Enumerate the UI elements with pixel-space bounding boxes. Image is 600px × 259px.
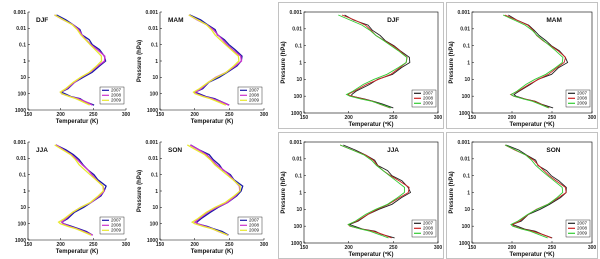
y-tick-label: 1 — [299, 190, 302, 197]
y-tick-label: 10 — [152, 205, 158, 212]
y-tick-label: 10 — [20, 75, 26, 82]
x-tick-label: 200 — [190, 112, 199, 118]
x-axis-label-degree: o — [545, 250, 549, 255]
y-tick-label: 1000 — [146, 237, 158, 244]
x-axis-label: Temperatur (K) — [190, 119, 234, 125]
legend-label-2009: 2009 — [249, 227, 260, 233]
x-tick-label: 200 — [507, 115, 517, 121]
y-tick-label: 1000 — [14, 107, 26, 114]
chart-panel-p3 — [2, 132, 132, 256]
y-tick-label: 1000 — [458, 110, 470, 117]
x-tick-label: 150 — [23, 242, 33, 248]
chart-panel-p7 — [278, 132, 444, 259]
y-tick-label: 10 — [20, 205, 26, 212]
legend-label-2008: 2008 — [249, 92, 260, 98]
legend-label-2007: 2007 — [249, 87, 260, 93]
y-tick-label: 100 — [17, 91, 26, 98]
chart-panel-p8 — [446, 132, 598, 259]
x-tick-label: 300 — [259, 112, 269, 118]
y-tick-label: 0.01 — [148, 156, 158, 163]
y-tick-label: 10 — [152, 75, 158, 82]
chart-panel-p6 — [446, 2, 598, 129]
legend-label-2007: 2007 — [577, 220, 588, 226]
y-tick-label: 0.1 — [19, 42, 26, 49]
x-tick-label: 200 — [190, 242, 199, 248]
legend-label-2009: 2009 — [111, 97, 122, 103]
x-tick-label: 300 — [587, 245, 597, 251]
season-label: DJF — [387, 17, 400, 24]
y-tick-label: 0.1 — [463, 43, 470, 50]
legend-label-2008: 2008 — [577, 95, 588, 101]
y-axis-label: Pressure (hPa) — [281, 41, 287, 84]
chart-panel-p2 — [134, 2, 270, 126]
x-tick-label: 200 — [344, 245, 353, 251]
series-line-2008 — [189, 15, 242, 105]
x-tick-label: 200 — [56, 112, 65, 118]
chart-svg — [446, 132, 598, 259]
y-tick-label: 1000 — [290, 240, 302, 247]
legend-label-2007: 2007 — [111, 217, 122, 223]
chart-svg — [278, 2, 444, 129]
x-tick-label: 150 — [467, 115, 477, 121]
x-tick-label: 300 — [121, 112, 131, 118]
y-tick-label: 1 — [23, 58, 26, 65]
y-tick-label: 1 — [155, 58, 158, 65]
chart-panel-p1 — [2, 2, 132, 126]
x-tick-label: 150 — [155, 112, 165, 118]
legend-label-2008: 2008 — [423, 95, 434, 101]
x-tick-label: 150 — [467, 245, 477, 251]
x-tick-label: 150 — [23, 112, 33, 118]
y-tick-label: 0.01 — [292, 26, 302, 33]
x-axis-label-unit: K) — [548, 122, 555, 128]
x-tick-label: 300 — [259, 242, 269, 248]
y-tick-label: 0.001 — [457, 139, 470, 146]
y-tick-label: 0.001 — [13, 9, 26, 16]
x-tick-label: 300 — [433, 245, 443, 251]
x-tick-label: 150 — [299, 245, 309, 251]
chart-svg — [446, 2, 598, 129]
legend-label-2009: 2009 — [423, 230, 434, 236]
y-axis-label: Pressure (hPa) — [137, 169, 143, 213]
y-axis-label: Pressure (hPa) — [449, 171, 455, 214]
y-tick-label: 0.01 — [460, 26, 470, 33]
x-tick-label: 250 — [89, 242, 98, 248]
legend-label-2007: 2007 — [423, 220, 434, 226]
y-tick-label: 10 — [464, 207, 470, 214]
y-tick-label: 0.1 — [151, 172, 158, 179]
y-tick-label: 100 — [461, 93, 470, 100]
y-tick-label: 1000 — [14, 237, 26, 244]
y-tick-label: 1000 — [146, 107, 158, 114]
legend-label-2007: 2007 — [577, 90, 588, 96]
x-tick-label: 300 — [433, 115, 443, 121]
legend-label-2009: 2009 — [577, 230, 588, 236]
x-axis-label-unit: K) — [387, 252, 394, 258]
y-tick-label: 100 — [293, 223, 302, 230]
chart-svg — [134, 132, 270, 256]
y-tick-label: 0.001 — [13, 139, 26, 146]
x-tick-label: 150 — [299, 115, 309, 121]
y-tick-label: 1000 — [290, 110, 302, 117]
y-tick-label: 0.1 — [151, 42, 158, 49]
chart-panel-p4 — [134, 132, 270, 256]
x-axis-label: Temperatur ($^o$K) — [348, 250, 394, 258]
x-axis-label-degree: o — [545, 120, 549, 125]
x-axis-label-unit: K) — [387, 122, 394, 128]
y-tick-label: 0.001 — [289, 9, 302, 16]
chart-svg — [278, 132, 444, 259]
y-tick-label: 0.001 — [289, 139, 302, 146]
season-label: JJA — [36, 147, 48, 154]
y-tick-label: 0.01 — [16, 156, 26, 163]
chart-svg — [2, 2, 132, 126]
y-tick-label: 10 — [464, 77, 470, 84]
legend-label-2007: 2007 — [423, 90, 434, 96]
y-tick-label: 1 — [467, 60, 470, 67]
y-tick-label: 100 — [149, 91, 158, 98]
x-tick-label: 250 — [547, 245, 557, 251]
y-tick-label: 1 — [155, 188, 158, 195]
y-tick-label: 0.1 — [295, 43, 302, 50]
y-tick-label: 100 — [17, 221, 26, 228]
x-axis-label-degree: o — [384, 250, 388, 255]
legend-label-2008: 2008 — [111, 92, 122, 98]
x-tick-label: 200 — [344, 115, 353, 121]
y-tick-label: 0.01 — [16, 26, 26, 33]
y-axis-label: Pressure (hPa) — [137, 39, 143, 83]
x-tick-label: 250 — [389, 245, 398, 251]
legend-label-2008: 2008 — [249, 222, 260, 228]
x-tick-label: 250 — [225, 242, 234, 248]
x-tick-label: 250 — [89, 112, 98, 118]
y-tick-label: 10 — [296, 77, 302, 84]
legend-label-2008: 2008 — [423, 225, 434, 231]
season-label: MAM — [546, 17, 562, 24]
x-tick-label: 200 — [507, 245, 517, 251]
legend-label-2007: 2007 — [249, 217, 260, 223]
x-tick-label: 300 — [121, 242, 131, 248]
x-axis-label: Temperatur ($^o$K) — [509, 250, 555, 258]
x-axis-label-degree: o — [384, 120, 388, 125]
y-tick-label: 0.01 — [460, 156, 470, 163]
x-axis-label: Temperatur (K) — [190, 249, 234, 255]
y-tick-label: 10 — [296, 207, 302, 214]
series-line-2007 — [57, 15, 106, 105]
x-tick-label: 250 — [547, 115, 557, 121]
legend-label-2009: 2009 — [577, 100, 588, 106]
legend-label-2008: 2008 — [577, 225, 588, 231]
y-tick-label: 0.1 — [295, 173, 302, 180]
y-tick-label: 0.01 — [148, 26, 158, 33]
x-axis-label: Temperatur (K) — [55, 119, 99, 125]
y-tick-label: 100 — [293, 93, 302, 100]
legend-label-2007: 2007 — [111, 87, 122, 93]
y-axis-label: Pressure (hPa) — [449, 41, 455, 84]
y-tick-label: 1 — [23, 188, 26, 195]
x-tick-label: 200 — [56, 242, 65, 248]
legend-label-2009: 2009 — [249, 97, 260, 103]
y-tick-label: 0.01 — [292, 156, 302, 163]
y-axis-label: Pressure (hPa) — [281, 171, 287, 214]
y-tick-label: 1 — [467, 190, 470, 197]
legend-label-2009: 2009 — [423, 100, 434, 106]
y-tick-label: 1 — [299, 60, 302, 67]
x-axis-label: Temperatur (K) — [55, 249, 99, 255]
y-tick-label: 0.1 — [19, 172, 26, 179]
season-label: SON — [546, 147, 561, 154]
season-label: SON — [168, 147, 183, 154]
x-tick-label: 250 — [389, 115, 398, 121]
legend-label-2009: 2009 — [111, 227, 122, 233]
y-tick-label: 100 — [149, 221, 158, 228]
x-axis-label-unit: K) — [548, 252, 555, 258]
y-tick-label: 0.1 — [463, 173, 470, 180]
x-tick-label: 300 — [587, 115, 597, 121]
legend-label-2008: 2008 — [111, 222, 122, 228]
x-axis-label: Temperatur ($^o$K) — [509, 120, 555, 128]
series-line-2007 — [191, 145, 243, 235]
season-label: MAM — [168, 17, 184, 24]
y-tick-label: 100 — [461, 223, 470, 230]
y-tick-label: 0.001 — [145, 139, 158, 146]
y-tick-label: 0.001 — [145, 9, 158, 16]
chart-svg — [134, 2, 270, 126]
chart-svg — [2, 132, 132, 256]
x-tick-label: 250 — [225, 112, 234, 118]
season-label: DJF — [36, 17, 49, 24]
chart-panel-p5 — [278, 2, 444, 129]
x-tick-label: 150 — [155, 242, 165, 248]
x-axis-label: Temperatur ($^o$K) — [348, 120, 394, 128]
y-tick-label: 1000 — [458, 240, 470, 247]
season-label: JJA — [387, 147, 400, 154]
series-line-2007 — [56, 145, 106, 235]
y-tick-label: 0.001 — [457, 9, 470, 16]
